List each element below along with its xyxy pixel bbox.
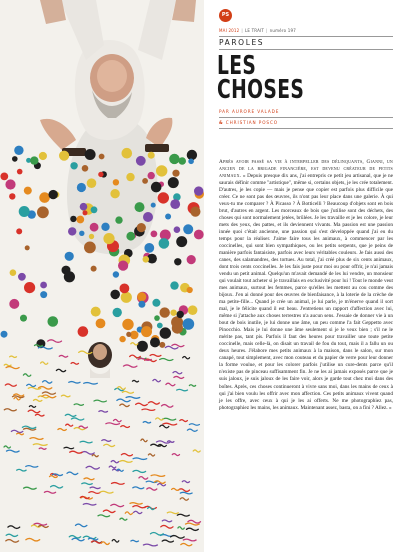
ladybug-figurine: [16, 228, 22, 234]
ladybug-figurine: [18, 273, 26, 281]
article-column: [219, 0, 393, 552]
ladybug-figurine: [144, 243, 154, 253]
ladybug-figurine: [122, 148, 133, 159]
ladybug-figurine: [64, 271, 75, 282]
ladybug-figurine: [141, 326, 152, 337]
ladybug-figurine: [113, 179, 119, 185]
ladybug-figurine: [170, 310, 176, 316]
ladybug-figurine: [135, 202, 145, 212]
ladybug-figurine: [40, 291, 47, 298]
ladybug-figurine: [110, 290, 120, 300]
magazine-logo: [219, 9, 232, 22]
ladybug-figurine: [84, 242, 96, 254]
ladybug-figurine: [1, 331, 8, 338]
ladybug-figurine: [120, 284, 130, 294]
ladybug-figurine: [148, 152, 155, 159]
ladybug-figurine: [65, 252, 74, 261]
ladybug-figurine: [70, 216, 76, 222]
ladybug-figurine: [24, 187, 32, 195]
article-title: [217, 51, 305, 105]
ladybug-figurine: [157, 323, 163, 329]
ladybug-figurine: [137, 341, 148, 352]
ladybug-figurine: [91, 307, 101, 317]
ladybug-figurine: [183, 318, 195, 330]
ladybug-figurine: [9, 193, 15, 199]
ladybug-figurine: [159, 238, 170, 249]
ladybug-figurine: [40, 282, 47, 289]
ladybug-figurine: [188, 159, 194, 165]
ladybug-figurine: [91, 266, 97, 272]
section-label: PAROLES: [219, 38, 265, 47]
ladybug-figurine: [156, 165, 167, 176]
ladybug-figurine: [68, 227, 76, 235]
ladybug-figurine: [14, 146, 23, 155]
ladybug-figurine: [79, 231, 84, 236]
title-line-1: LES: [217, 51, 257, 81]
ladybug-figurine: [76, 216, 84, 224]
ladybug-figurine: [187, 287, 193, 293]
byline-2: [219, 121, 393, 125]
ladybug-figurine: [168, 177, 179, 188]
ladybug-figurine: [187, 255, 196, 264]
ladybug-figurine: [12, 156, 18, 162]
ladybug-figurine: [85, 149, 96, 160]
article-paragraph: [219, 159, 393, 412]
ladybug-figurine: [59, 151, 69, 161]
issue-label: LE TRAIT: [244, 28, 265, 33]
ladybug-figurine: [150, 337, 160, 347]
ladybug-figurine: [91, 206, 98, 213]
ladybug-figurine: [172, 170, 179, 177]
ladybug-figurine: [20, 315, 27, 322]
ladybug-figurine: [194, 230, 204, 240]
ladybug-figurine: [160, 307, 170, 317]
ladybug-figurine: [118, 261, 128, 271]
ladybug-figurine: [136, 156, 146, 166]
byline-prefix-1: PAR: [219, 109, 230, 114]
ladybug-figurine: [151, 203, 156, 208]
ladybug-figurine: [113, 308, 122, 317]
ladybug-figurine: [115, 216, 122, 223]
ladybug-figurine: [176, 236, 187, 247]
issue-number: numéro 197: [269, 28, 296, 33]
ladybug-figurine: [165, 214, 171, 220]
ladybug-figurine: [99, 154, 105, 160]
ladybug-figurine: [90, 223, 99, 232]
ladybug-figurine: [70, 162, 77, 169]
ladybug-figurine: [190, 207, 200, 217]
ladybug-figurine: [142, 178, 148, 184]
issue-line: MAI 2012 | LE TRAIT | numéro 197: [219, 28, 296, 33]
ladybug-figurine: [188, 305, 198, 315]
ladybug-figurine: [137, 223, 146, 232]
ladybug-figurine: [170, 199, 180, 209]
divider-byline-2: [219, 128, 393, 129]
ladybug-figurine: [103, 233, 114, 244]
ladybug-figurine: [82, 165, 89, 172]
article-lead: Après avoir passé sa vie à interpeller des délinquants, Gianni, un ancien de la brigade financière, est devenu créateur de petits animaux.: [219, 159, 393, 180]
ladybug-figurine: [25, 245, 30, 250]
ladybug-figurine: [126, 232, 135, 241]
byline-1: [219, 110, 393, 114]
ladybug-figurine: [126, 173, 134, 181]
article-text: « Depuis presque dix ans, j'ai entrepris ce petit jeu artisanal, que je ne saurais définir comme "artistique", même si, certains objets, je les crée totalement. D'autres, je les copie — mais je pense que copier est parfois plus difficile que créer. Ce ne sont pas des œuvres, ils n'ont pas leur place dans une galerie. À qui veux-tu me comparer ? À Picasso ? À Botticelli ? Beaucoup d'objets sont en bois brut, d'autres en argent. Les morceaux de bois que j'utilise sont des déchets, des choses qui sont normalement jetées, brûlées. Je les travaille et je les colore, je leur mets des yeux, des pattes, et ils deviennent vivants. Ma passion est une passion innée quoi c'était ancienne, une passion qui s'est développée quand j'ai eu du temps pour la réaliser. J'aime faire tous les animaux, à commencer par les coccinelles, qui sont bien sympathiques, ou les petits serpents, que je peins de manière parfois fantaisiste, parfois avec leurs véritables couleurs. Je fais aussi des canes, des salamandres, des tortues. Au total, j'ai créé plus de six cents animaux, dont trois cents coccinelles. Je les fais juste pour moi ou pour offrir, je n'ai jamais vendu un petit animal. Quelqu'un m'avait demandé de les lui vendre, un monsieur qui voulait tout acheter si je travaillais en exclusivité pour lui ! Tout le monde veut mes animaux, surtout les femmes, parce qu'elles les mettent au cou comme des bijoux. J'en ai donné pour des œuvres de bienfaisance, à la loterie de la crèche de ma petite-fille... Quand je crée un animal, je lui parle, je m'énerve quand il sort mal, je le félicite quand il est beau. J'entretiens un rapport d'affection avec lui, même si j'attache aux choses terrestres n'a aucun sens. J'essaie de donner vie à un bout de bois inutile, je lui donne une âme, un peu comme l'a fait Geppetto avec Pinocchio. Mais je lui donne une âme seulement si je le veux bien ; s'il ne le mérite pas, tant pis. Parfois il faut des heures pour travailler une toute petite coccinelle, mais celle-là, on disait un travail de fou du tout, mais il a fallu un ou deux heures. J'élabore mes petits animaux à la maison, dans le salon, sur mon canapé, tout simplement, avec mon couteau et du papier de verre pour leur donner la forme voulue, et pour les colorer parfois j'utilise un cure-dents parce qu'il n'existe pas de pinceau suffisamment fin. Je ne les ai jamais exposés parce que je suis jaloux, je suis jaloux de les faire voir, alors je garde tout chez moi dans des boîtes. Après, ces choses continueront à vivre sans moi, dans les mains de ceux à qui j'ai bien voulu les offrir avec mon affection. Ces petits animaux vivent quand je les offre, avec ceux à qui je les ai offerts. Ne me photographiez pas, photographiez les mains, les animaux. Maintenant assez, basta, on a fini ? Allez. »: [219, 173, 393, 411]
divider-section: [219, 49, 393, 50]
ladybug-figurine: [159, 342, 165, 348]
ladybug-figurine: [138, 301, 145, 308]
article-body: [219, 159, 393, 412]
ladybug-figurine: [174, 258, 181, 265]
ladybug-figurine: [126, 332, 131, 337]
ladybug-figurine: [5, 179, 15, 189]
ladybug-figurine: [169, 154, 179, 164]
ladybug-figurine: [143, 256, 150, 263]
ladybug-figurine: [137, 292, 146, 301]
ladybug-figurine: [49, 190, 58, 199]
ladybug-figurine: [87, 178, 97, 188]
ladybug-figurine: [110, 189, 119, 198]
ladybug-figurine: [78, 326, 89, 337]
ladybug-figurine: [39, 192, 50, 203]
issue-date: MAI 2012: [219, 28, 240, 33]
ladybug-figurine: [19, 206, 30, 217]
divider-byline-1: [219, 117, 393, 118]
ladybug-figurine: [77, 183, 86, 192]
ladybug-figurine: [171, 316, 183, 328]
ladybug-figurine: [151, 182, 162, 193]
byline-prefix-2: &: [219, 120, 224, 125]
ladybug-figurine: [80, 203, 88, 211]
ladybug-figurine: [96, 319, 106, 329]
ladybug-figurine: [158, 192, 169, 203]
ladybug-figurine: [30, 156, 38, 164]
title-line-2: CHOSES: [217, 75, 305, 105]
ladybug-figurine: [0, 173, 8, 181]
ladybug-figurine: [148, 172, 155, 179]
author-2: CHRISTIAN POSCO: [225, 120, 278, 125]
ladybug-figurine: [121, 292, 132, 303]
ladybug-figurine: [143, 212, 153, 222]
ladybug-figurine: [177, 311, 184, 318]
ladybug-figurine: [17, 169, 23, 175]
ladybug-figurine: [113, 271, 119, 277]
ladybug-figurine: [154, 315, 160, 321]
ladybug-figurine: [152, 299, 160, 307]
ladybug-figurine: [48, 316, 59, 327]
divider-top: [219, 36, 393, 37]
ladybug-figurine: [174, 226, 181, 233]
ladybug-figurine: [89, 234, 94, 239]
magazine-logo-text: PS: [221, 12, 230, 18]
ladybug-figurine: [183, 224, 193, 234]
ladybug-figurine: [39, 152, 47, 160]
ladybug-figurine: [9, 299, 19, 309]
ladybug-figurine: [83, 210, 88, 215]
ladybug-figurine: [170, 281, 178, 289]
ladybug-figurine: [10, 269, 17, 276]
ladybug-figurine: [101, 223, 109, 231]
author-1: AURORE VALADE: [231, 109, 280, 114]
ladybug-figurine: [151, 231, 158, 238]
ladybug-figurine: [98, 172, 103, 177]
ladybug-figurine: [24, 282, 35, 293]
ladybug-figurine: [122, 319, 133, 330]
ladybug-figurine: [194, 186, 203, 195]
ladybug-figurine: [160, 327, 171, 338]
ladybug-figurine: [37, 206, 49, 218]
ladybug-figurine: [119, 336, 125, 342]
